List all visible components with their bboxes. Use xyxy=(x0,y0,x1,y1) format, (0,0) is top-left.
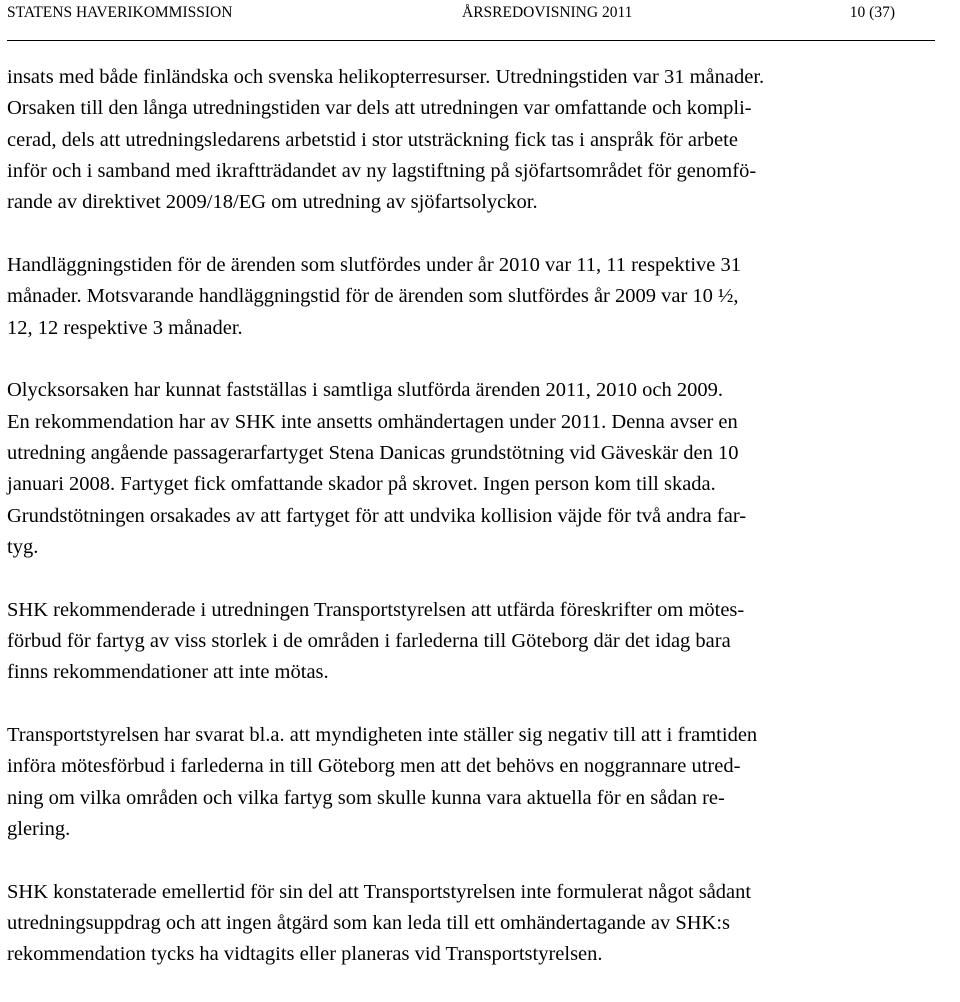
paragraph xyxy=(7,595,953,689)
paragraph xyxy=(7,720,953,845)
text-line: införa mötesförbud i farlederna in till Göteborg men att det behövs en noggrannare utred- xyxy=(7,755,741,778)
text-line: Grundstötningen orsakades av att fartyget för att undvika kollision väjde för två andra far- xyxy=(7,504,747,527)
text-line: Transportstyrelsen har svarat bl.a. att myndigheten inte ställer sig negativ till att i framtiden xyxy=(7,724,758,747)
text-line: 12, 12 respektive 3 månader. xyxy=(7,316,243,339)
header-organization: STATENS HAVERIKOMMISSION xyxy=(7,4,233,21)
text-line: rekommendation tycks ha vidtagits eller planeras vid Transportstyrelsen. xyxy=(7,943,603,966)
text-line: finns rekommendationer att inte mötas. xyxy=(7,661,329,684)
paragraph xyxy=(7,250,953,344)
page-header xyxy=(7,0,935,41)
text-line: Handläggningstiden för de ärenden som slutfördes under år 2010 var 11, 11 respektive 31 xyxy=(7,253,742,276)
text-line: januari 2008. Fartyget fick omfattande skador på skrovet. Ingen person kom till skada. xyxy=(7,473,716,496)
header-page-number: 10 (37) xyxy=(849,4,895,21)
text-line: Olycksorsaken har kunnat fastställas i samtliga slutförda ärenden 2011, 2010 och 2009. xyxy=(7,379,723,402)
text-line: utredning angående passagerarfartyget Stena Danicas grundstötning vid Gäveskär den 10 xyxy=(7,441,739,464)
text-line: ning om vilka områden och vilka fartyg som skulle kunna vara aktuella för en sådan re- xyxy=(7,786,725,809)
text-line: SHK rekommenderade i utredningen Transportstyrelsen att utfärda föreskrifter om mötes- xyxy=(7,598,745,621)
text-line: En rekommendation har av SHK inte ansetts omhändertagen under 2011. Denna avser en xyxy=(7,410,738,433)
text-line: inför och i samband med ikraftträdandet av ny lagstiftning på sjöfartsområdet för genomfö- xyxy=(7,159,757,182)
text-line: SHK konstaterade emellertid för sin del att Transportstyrelsen inte formulerat något sådant xyxy=(7,880,752,903)
text-line: glering. xyxy=(7,817,71,840)
text-line: cerad, dels att utredningsledarens arbetstid i stor utsträckning fick tas i anspråk för arbete xyxy=(7,128,738,151)
text-line: rande av direktivet 2009/18/EG om utredning av sjöfartsolyckor. xyxy=(7,191,538,214)
text-line: utredningsuppdrag och att ingen åtgärd som kan leda till ett omhändertagande av SHK:s xyxy=(7,912,731,935)
text-line: tyg. xyxy=(7,535,39,558)
text-line: Orsaken till den långa utredningstiden var dels att utredningen var omfattande och kompli- xyxy=(7,97,752,120)
paragraph xyxy=(7,62,953,218)
body-text xyxy=(7,62,953,1002)
paragraph xyxy=(7,375,953,563)
text-line: månader. Motsvarande handläggningstid för de ärenden som slutfördes år 2009 var 10 ½, xyxy=(7,285,739,308)
paragraph xyxy=(7,877,953,971)
header-report-title: ÅRSREDOVISNING 2011 xyxy=(462,4,633,21)
text-line: insats med både finländska och svenska helikopterresurser. Utredningstiden var 31 månader. xyxy=(7,66,765,88)
text-line: förbud för fartyg av viss storlek i de områden i farlederna till Göteborg där det idag bara xyxy=(7,629,731,652)
